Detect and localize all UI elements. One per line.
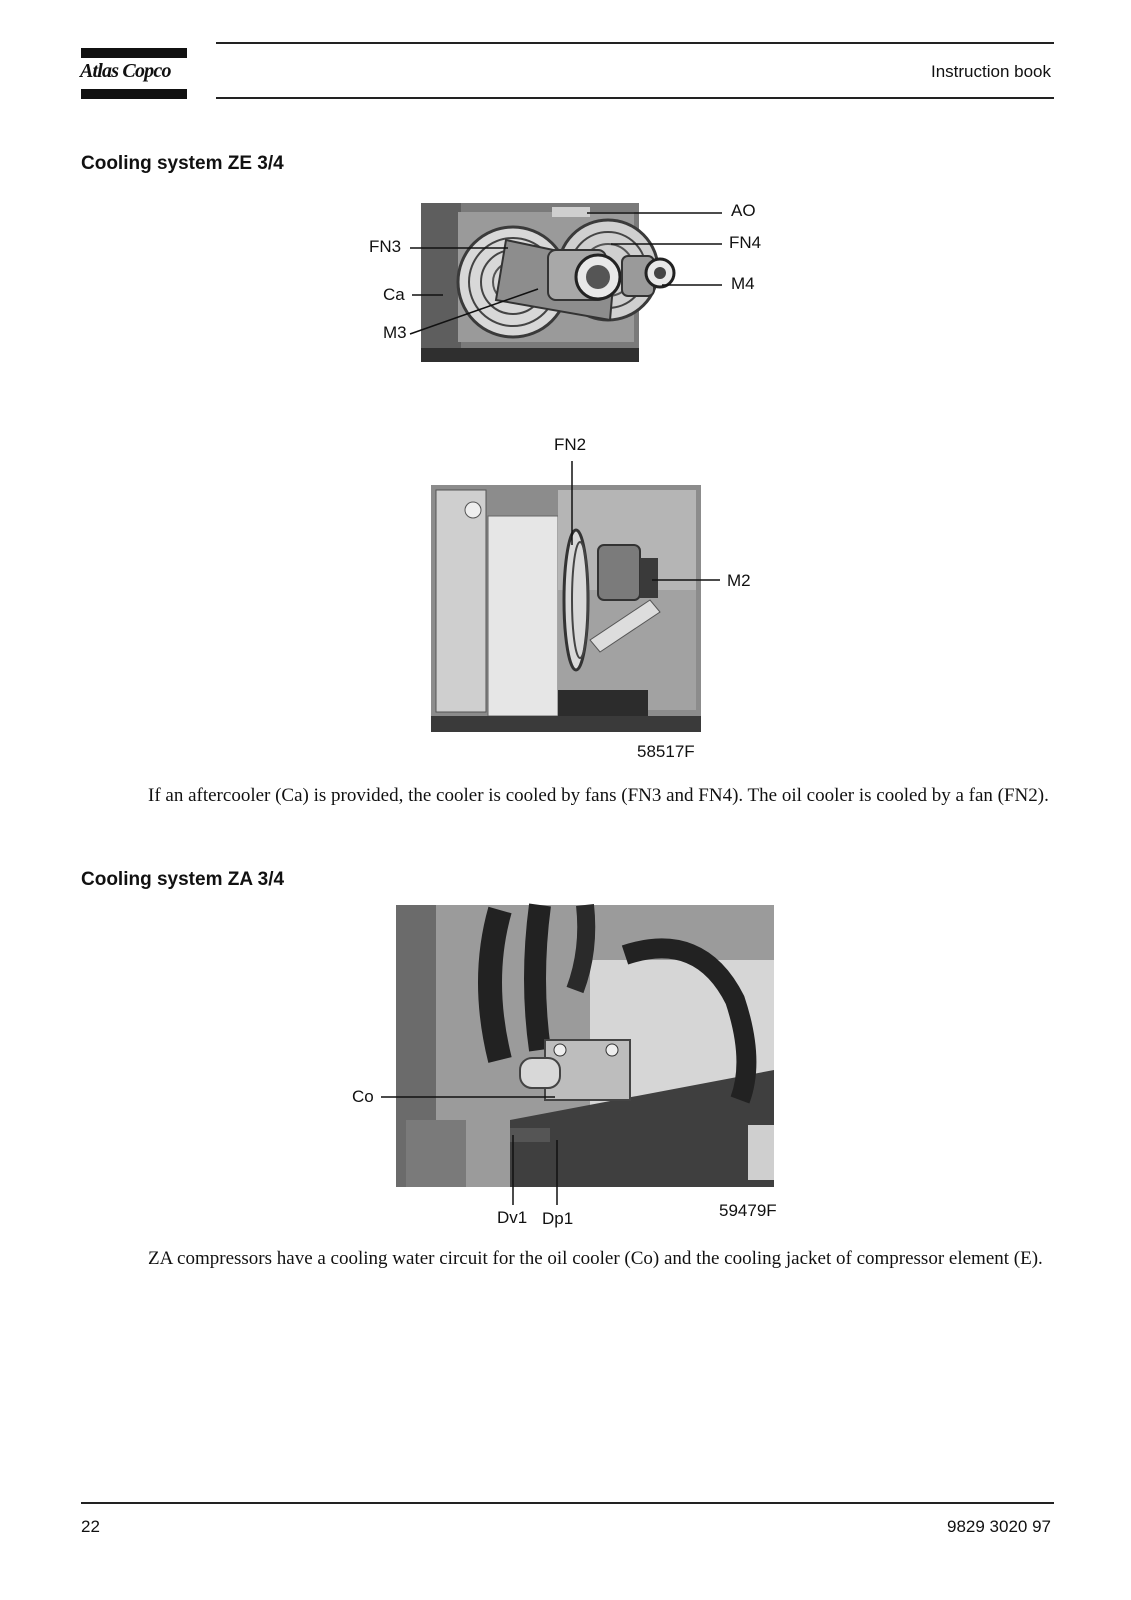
section-heading-za: Cooling system ZA 3/4 (81, 869, 285, 890)
page-number: 22 (81, 1517, 100, 1536)
callout-fn3: FN3 (369, 237, 402, 256)
figure-id-59479f: 59479F (719, 1201, 777, 1220)
callout-dv1: Dv1 (497, 1208, 528, 1227)
footer-rule (81, 1502, 1054, 1504)
paragraph-za: ZA compressors have a cooling water circuit for the oil cooler (Co) and the cooling jacket of compressor element (E). (148, 1248, 1043, 1269)
figure-id-58517f: 58517F (637, 742, 695, 761)
document-number: 9829 3020 97 (947, 1517, 1051, 1536)
callout-ao: AO (731, 201, 756, 220)
section-heading-ze: Cooling system ZE 3/4 (81, 153, 284, 174)
logo-wordmark: Atlas Copco (80, 60, 171, 82)
callout-co: Co (352, 1087, 374, 1106)
header-title: Instruction book (930, 62, 1051, 81)
paragraph-ze: If an aftercooler (Ca) is provided, the cooler is cooled by fans (FN3 and FN4). The oil cooler is cooled by a fan (FN2). (148, 785, 1049, 806)
callout-ca: Ca (383, 285, 405, 304)
callout-fn2: FN2 (554, 435, 587, 454)
callout-m2: M2 (727, 571, 751, 590)
callout-m3: M3 (383, 323, 407, 342)
callout-dp1: Dp1 (542, 1209, 574, 1228)
callout-fn4: FN4 (729, 233, 762, 252)
callout-m4: M4 (731, 274, 755, 293)
figure-za-watercircuit-photo (396, 905, 774, 1187)
